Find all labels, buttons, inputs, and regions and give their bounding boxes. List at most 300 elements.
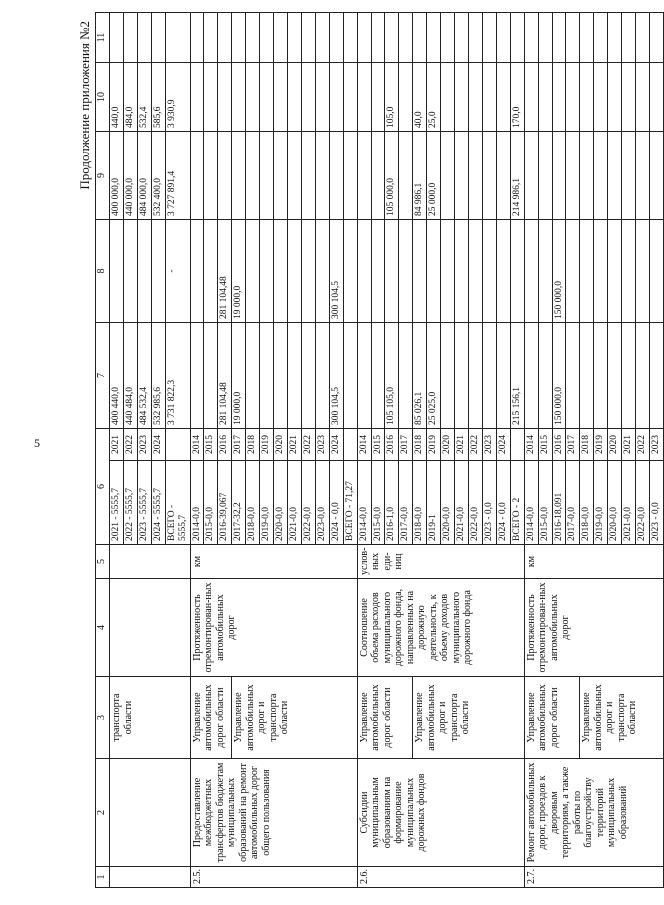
table-cell [399,132,413,220]
table-cell [315,220,329,323]
table-cell [482,323,496,429]
table-cell [110,579,191,677]
table-cell [636,13,650,63]
table-cell [232,132,246,220]
table-cell: 2020-0,0 [441,461,455,545]
table-cell [357,132,371,220]
table-cell: 40,0 [413,63,427,132]
table-cell: 2018 [246,429,260,461]
table-cell [260,13,274,63]
unit: км [190,545,357,579]
table-cell: 2023 [315,429,329,461]
indicator: Соотношение объема расходов муниципального дорожного фонда, направленных на дорожную деятельность, к объему доходов муниципального дорожного фонда [357,579,524,677]
table-cell: 2023 [137,429,151,461]
table-cell [274,220,288,323]
table-cell [580,132,594,220]
table-cell: 2019 [594,429,608,461]
table-cell: 440,0 [110,63,124,132]
table-cell [301,132,315,220]
table-cell [482,13,496,63]
table-cell: 3 930,9 [165,63,190,132]
table-cell: 2017 [232,429,246,461]
table-cell: 2019-0,0 [594,461,608,545]
table-cell [315,63,329,132]
executor: Управление автомобильных дорог и транспорта области [232,677,357,759]
table-cell [287,220,301,323]
table-cell: 2014-0,0 [357,461,371,545]
table-cell [594,323,608,429]
table-cell [246,220,260,323]
table-cell: 2022 [301,429,315,461]
table-cell [524,13,538,63]
table-cell [580,63,594,132]
executor: Управление автомобильных дорог области [190,677,232,759]
table-cell: 400 000,0 [110,132,124,220]
table-cell [496,132,510,220]
executor: Управление автомобильных дорог области [357,677,413,759]
table-cell: 2021 [110,429,124,461]
table-cell [427,13,441,63]
table-cell: 84 986,1 [413,132,427,220]
table-cell: 2018 [580,429,594,461]
table-cell [218,63,232,132]
table-row [110,13,124,888]
table-cell [427,220,441,323]
table-cell [441,220,455,323]
table-cell [287,63,301,132]
table-cell: 2022-0,0 [301,461,315,545]
table-cell [455,13,469,63]
table-cell [371,63,385,132]
table-cell: 2021 [287,429,301,461]
table-cell [357,13,371,63]
table-cell: 2021 - 5555,7 [110,461,124,545]
measure-name: Предоставление межбюджетных трансфертов бюджетам муниципальных образований на ремонт автомобильных дорог общего пользования [190,759,357,867]
table-cell [482,220,496,323]
table-cell: 2016-18,091 [552,461,566,545]
table-cell [151,13,165,63]
table-cell: 2021 [455,429,469,461]
table-cell [538,220,552,323]
table-cell: 85 026,1 [413,323,427,429]
table-cell: 2017 [399,429,413,461]
table-cell: 585,6 [151,63,165,132]
table-cell [524,323,538,429]
table-cell [190,132,204,220]
executor: Управление автомобильных дорог и транспорта области [580,677,664,759]
table-cell [510,13,524,63]
table-cell [329,63,343,132]
table-cell [385,13,399,63]
table-cell [343,429,357,461]
table-cell: 2015 [204,429,218,461]
table-cell: 2020 [274,429,288,461]
table-cell [538,13,552,63]
table-cell: 2015-0,0 [371,461,385,545]
table-cell: ВСЕГО - 71,27 [343,461,357,545]
table-cell [399,220,413,323]
table-cell [399,63,413,132]
table-cell: 25 025,0 [427,323,441,429]
table-cell: 2023 - 0,0 [482,461,496,545]
table-cell [110,867,191,888]
appendix-caption: Продолжение приложения №2 [77,21,92,190]
table-cell: 3 727 891,4 [165,132,190,220]
table-cell: 2021-0,0 [622,461,636,545]
table-cell [538,323,552,429]
table-cell [566,323,580,429]
table-cell [608,13,622,63]
table-cell: 440 484,0 [123,323,137,429]
table-cell: 2017-0,0 [399,461,413,545]
table-cell [441,13,455,63]
table-cell [566,132,580,220]
table-cell [204,63,218,132]
row-number: 2.7. [524,867,663,888]
table-cell: 400 440,0 [110,323,124,429]
column-header: 10 [96,63,110,132]
table-cell: 2017-0,0 [566,461,580,545]
table-cell [385,220,399,323]
table-cell: 2020-0,0 [274,461,288,545]
table-cell [649,132,663,220]
table-cell: 214 986,1 [510,132,524,220]
table-cell [622,63,636,132]
table-cell [204,220,218,323]
table-cell [580,323,594,429]
table-cell: 2017-32,2 [232,461,246,545]
table-cell [110,220,124,323]
table-cell [274,13,288,63]
table-cell: 2018 [413,429,427,461]
table-cell: 2023 [649,429,663,461]
table-cell: 2024 [329,429,343,461]
unit: услов-ных еди-ниц [357,545,524,579]
table-cell [357,220,371,323]
table-cell: 281 104,48 [218,323,232,429]
page-number: 5 [34,436,40,450]
table-cell: 2023 - 5555,7 [137,461,151,545]
table-cell [608,63,622,132]
table-row [524,13,538,888]
table-cell [482,132,496,220]
header-row [96,13,110,888]
table-cell [371,323,385,429]
table-cell [232,13,246,63]
table-cell [343,63,357,132]
table-cell [524,132,538,220]
table-cell [496,323,510,429]
table-cell: ВСЕГО - 2 [510,461,524,545]
column-header: 5 [96,545,110,579]
table-cell: 2016 [218,429,232,461]
table-cell [301,63,315,132]
measure-name: Ремонт автомобильных дорог, проездов к дворовым территориям, а также работы по благоустройству территорий муниципальных образований [524,759,663,867]
measure-name: Субсидии муниципальным образованиям на формирование муниципальных дорожных фондов [357,759,524,867]
table-cell: 105 105,0 [385,323,399,429]
table-cell [123,220,137,323]
program-table [95,12,664,888]
table-cell [301,13,315,63]
table-cell [636,63,650,132]
table-cell: 215 156,1 [510,323,524,429]
table-cell [343,132,357,220]
table-cell: 150 000,0 [552,220,566,323]
table-cell: 2022 [468,429,482,461]
table-cell: 2014 [190,429,204,461]
table-cell [246,132,260,220]
table-cell: 170,0 [510,63,524,132]
table-cell: 2020 [608,429,622,461]
table-row [357,13,371,888]
table-cell [552,132,566,220]
table-cell: 2021-0,0 [287,461,301,545]
column-header: 7 [96,323,110,429]
table-cell [649,13,663,63]
table-cell [622,220,636,323]
table-cell: 2015-0,0 [538,461,552,545]
table-cell [246,63,260,132]
table-cell [622,323,636,429]
table-cell: 300 104,5 [329,220,343,323]
table-cell [636,220,650,323]
table-cell: 2024 - 0,0 [496,461,510,545]
table-cell: 532 985,6 [151,323,165,429]
table-cell [204,132,218,220]
table-cell [357,323,371,429]
table-cell [580,13,594,63]
table-cell [538,63,552,132]
table-cell: 532,4 [137,63,151,132]
table-cell [622,13,636,63]
table-cell: 2019 [260,429,274,461]
table-cell [649,323,663,429]
table-cell: 2019-1 [427,461,441,545]
table-cell [496,220,510,323]
table-cell: 2023-0,0 [315,461,329,545]
table-cell [371,132,385,220]
table-cell: 2016-39,067 [218,461,232,545]
table-cell: 2014 [524,429,538,461]
table-cell [608,323,622,429]
table-cell [315,13,329,63]
executor: Управление автомобильных дорог области [524,677,580,759]
table-cell: 2016 [385,429,399,461]
table-cell: 2024 - 0,0 [329,461,343,545]
table-cell [538,132,552,220]
table-cell: 2023 [482,429,496,461]
table-cell [482,63,496,132]
table-cell: 19 000,0 [232,220,246,323]
table-cell: 2015 [538,429,552,461]
table-cell: 2022 - 5555,7 [123,461,137,545]
table-cell [399,13,413,63]
table-cell [468,13,482,63]
table-cell [274,132,288,220]
table-cell [343,323,357,429]
table-cell [552,13,566,63]
table-cell [151,220,165,323]
column-header: 11 [96,13,110,63]
table-cell [441,63,455,132]
table-cell [580,220,594,323]
table-cell [165,13,190,63]
table-cell: 105,0 [385,63,399,132]
table-cell [260,323,274,429]
table-cell [468,220,482,323]
table-cell [566,13,580,63]
table-cell [204,323,218,429]
table-cell: 2020 [441,429,455,461]
table-cell: 281 104,48 [218,220,232,323]
rotated-table-area [75,13,661,888]
table-cell: 2020-0,0 [608,461,622,545]
table-cell [636,323,650,429]
table-cell: 2019-0,0 [260,461,274,545]
table-cell [441,323,455,429]
indicator: Протяженность отремонтирован-ных автомобильных дорог [524,579,663,677]
table-cell [594,132,608,220]
table-cell: 2024 [151,429,165,461]
row-number: 2.5. [190,867,357,888]
table-cell: 2018-0,0 [580,461,594,545]
table-cell [165,429,190,461]
table-cell [110,13,124,63]
table-cell [552,63,566,132]
table-cell [496,13,510,63]
table-cell [190,13,204,63]
table-cell [274,63,288,132]
table-cell: транспорта области [110,677,191,759]
table-cell [622,132,636,220]
table-cell: 2016-1,0 [385,461,399,545]
table-cell [190,220,204,323]
table-cell [566,220,580,323]
table-cell [371,13,385,63]
table-cell: 484 532,4 [137,323,151,429]
column-header: 4 [96,579,110,677]
table-cell [399,323,413,429]
table-cell: 2017 [566,429,580,461]
table-cell [301,323,315,429]
table-cell [608,220,622,323]
table-cell [232,63,246,132]
table-cell: 2022 [636,429,650,461]
table-cell [496,63,510,132]
table-cell: 532 400,0 [151,132,165,220]
table-cell: 440 000,0 [123,132,137,220]
table-cell [594,220,608,323]
table-cell: 300 104,5 [329,323,343,429]
table-cell [357,63,371,132]
table-cell [246,13,260,63]
table-cell [594,13,608,63]
table-cell: 150 000,0 [552,323,566,429]
table-cell [649,63,663,132]
table-row [232,13,246,888]
table-cell [329,132,343,220]
table-cell [137,220,151,323]
table-cell: 2014-0,0 [524,461,538,545]
table-cell: 2016 [552,429,566,461]
table-cell [510,429,524,461]
table-cell: 2022-0,0 [468,461,482,545]
table-cell [329,13,343,63]
table-cell: 2015-0,0 [204,461,218,545]
table-cell [110,759,191,867]
table-cell [343,13,357,63]
column-header: 2 [96,759,110,867]
column-header: 9 [96,132,110,220]
table-cell [260,132,274,220]
table-cell [218,132,232,220]
table-cell: 2023 - 0,0 [649,461,663,545]
table-cell: 2019 [427,429,441,461]
table-cell [260,220,274,323]
executor: Управление автомобильных дорог и транспорта области [413,677,524,759]
table-cell [260,63,274,132]
table-cell [190,63,204,132]
column-header: 3 [96,677,110,759]
table-cell [510,220,524,323]
table-cell: 2018-0,0 [413,461,427,545]
table-cell [441,132,455,220]
table-cell: 2015 [371,429,385,461]
table-cell: 25,0 [427,63,441,132]
table-cell [566,63,580,132]
row-number: 2.6. [357,867,524,888]
table-cell: 19 000,0 [232,323,246,429]
table-cell [468,63,482,132]
table-cell [190,323,204,429]
table-cell: 25 000,0 [427,132,441,220]
table-cell: 3 731 822,3 [165,323,190,429]
table-cell: 2022-0,0 [636,461,650,545]
table-cell [301,220,315,323]
column-header: 6 [96,429,110,545]
unit: км [524,545,663,579]
table-cell [315,132,329,220]
table-cell [468,323,482,429]
table-cell [455,63,469,132]
table-cell: 2014-0,0 [190,461,204,545]
table-cell [649,220,663,323]
table-row [190,13,204,888]
table-cell [123,13,137,63]
table-cell: ВСЕГО - 5555,7 [165,461,190,545]
table-cell [343,220,357,323]
table-cell [371,220,385,323]
table-cell: 2014 [357,429,371,461]
table-cell [137,13,151,63]
table-cell [204,13,218,63]
table-cell [455,220,469,323]
table-cell [455,323,469,429]
table-cell [594,63,608,132]
table-cell [468,132,482,220]
table-cell [218,13,232,63]
column-header: 8 [96,220,110,323]
table-cell [315,323,329,429]
column-header: 1 [96,867,110,888]
table-cell [636,132,650,220]
table-cell: 484 000,0 [137,132,151,220]
table-cell [524,63,538,132]
table-cell: 2021-0,0 [455,461,469,545]
table-cell: - [165,220,190,323]
table-cell: 484,0 [123,63,137,132]
table-cell: 2022 [123,429,137,461]
